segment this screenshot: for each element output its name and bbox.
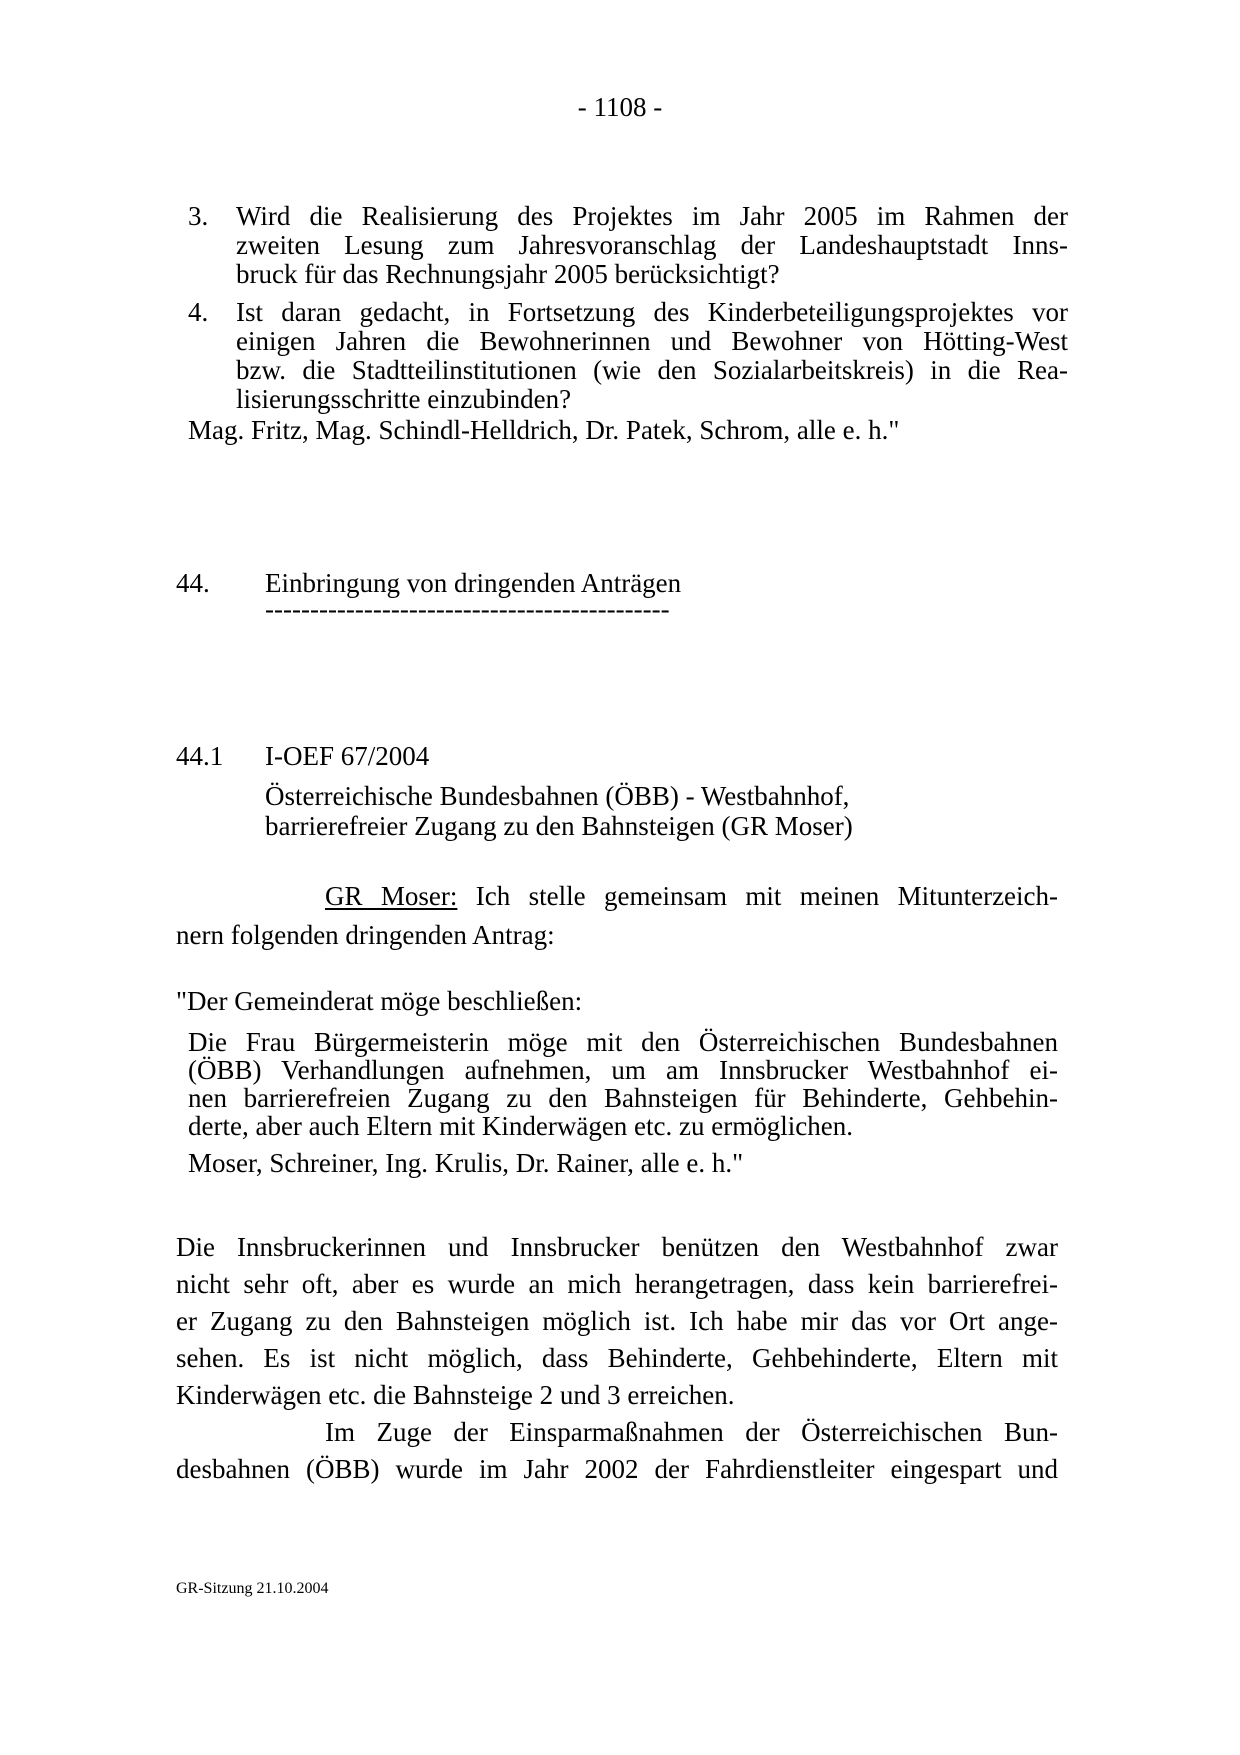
- text-line: (ÖBB) Verhandlungen aufnehmen, um am Innsbrucker Westbahnhof ei-: [188, 1055, 1058, 1085]
- text-line: einigen Jahren die Bewohnerinnen und Bewohner von Hötting-West: [236, 326, 1068, 356]
- text-line: nicht sehr oft, aber es wurde an mich herangetragen, dass kein barrierefrei-: [176, 1269, 1058, 1299]
- text-line: Kinderwägen etc. die Bahnsteige 2 und 3 erreichen.: [176, 1380, 735, 1410]
- speaker-name: GR Moser:: [325, 881, 458, 911]
- text-line: bruck für das Rechnungsjahr 2005 berücksichtigt?: [236, 259, 780, 289]
- text-line: derte, aber auch Eltern mit Kinderwägen etc. zu ermöglichen.: [188, 1111, 853, 1141]
- text-line: nern folgenden dringenden Antrag:: [176, 920, 555, 950]
- subsection-number: 44.1: [176, 741, 224, 771]
- text-line: Ich stelle gemeinsam mit meinen Mitunterzeich-: [475, 881, 1059, 911]
- text-line: lisierungsschritte einzubinden?: [236, 384, 572, 414]
- list-item-number: 4.: [188, 297, 209, 327]
- section-rule: ---------------------------------------------: [265, 594, 670, 624]
- text-line: Österreichische Bundesbahnen (ÖBB) - Westbahnhof,: [265, 781, 850, 811]
- text-line: zweiten Lesung zum Jahresvoranschlag der Landeshauptstadt Inns-: [236, 230, 1068, 260]
- text-line: nen barrierefreien Zugang zu den Bahnsteigen für Behinderte, Gehbehin-: [188, 1083, 1058, 1113]
- subsection-title: [265, 781, 853, 841]
- text-line: Ist daran gedacht, in Fortsetzung des Kinderbeteiligungsprojektes vor: [236, 297, 1068, 327]
- page-number: - 1108 -: [577, 92, 663, 122]
- subsection-reference: I-OEF 67/2004: [265, 741, 430, 771]
- text-line: Im Zuge der Einsparmaßnahmen der Österreichischen Bun-: [325, 1417, 1058, 1447]
- speech-intro-line: [325, 881, 1058, 912]
- text-line: Wird die Realisierung des Projektes im Jahr 2005 im Rahmen der: [236, 201, 1068, 231]
- list-item-number: 3.: [188, 201, 209, 231]
- question-list: [188, 202, 1068, 414]
- motion-signatories: Moser, Schreiner, Ing. Krulis, Dr. Rainer, alle e. h.": [188, 1148, 744, 1178]
- list-item: [188, 298, 1068, 414]
- text-line: bzw. die Stadtteilinstitutionen (wie den Sozialarbeitskreis) in die Rea-: [236, 355, 1068, 385]
- footer: GR-Sitzung 21.10.2004: [176, 1580, 329, 1597]
- text-line: er Zugang zu den Bahnsteigen möglich ist. Ich habe mir das vor Ort ange-: [176, 1306, 1058, 1336]
- text-line: desbahnen (ÖBB) wurde im Jahr 2002 der Fahrdienstleiter eingespart und: [176, 1454, 1058, 1484]
- list-item: [188, 202, 1068, 289]
- text-line: Die Frau Bürgermeisterin möge mit den Österreichischen Bundesbahnen: [188, 1027, 1058, 1057]
- paragraph: [176, 1229, 1058, 1414]
- section-number: 44.: [176, 568, 210, 598]
- motion-text: [188, 1028, 1058, 1140]
- paragraph: [176, 1414, 1058, 1488]
- signatories-line: Mag. Fritz, Mag. Schindl-Helldrich, Dr. Patek, Schrom, alle e. h.": [188, 415, 900, 445]
- motion-opening: "Der Gemeinderat möge beschließen:: [176, 986, 583, 1016]
- text-line: Die Innsbruckerinnen und Innsbrucker benützen den Westbahnhof zwar: [176, 1232, 1058, 1262]
- text-line: barrierefreier Zugang zu den Bahnsteigen (GR Moser): [265, 811, 853, 841]
- section-title: Einbringung von dringenden Anträgen: [265, 568, 682, 598]
- text-line: sehen. Es ist nicht möglich, dass Behinderte, Gehbehinderte, Eltern mit: [176, 1343, 1058, 1373]
